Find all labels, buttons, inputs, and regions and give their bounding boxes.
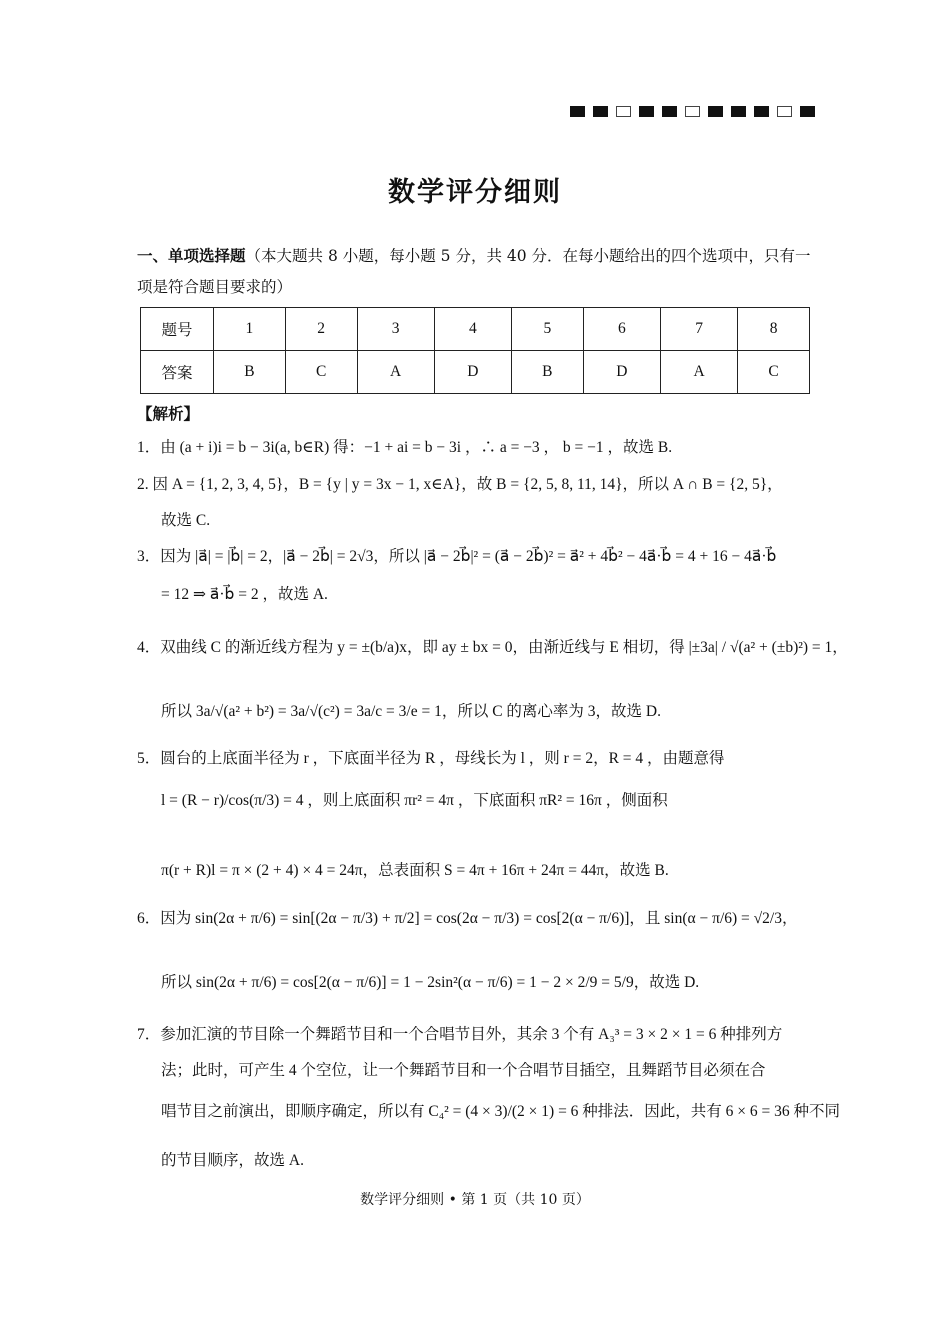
answer-cell: A	[357, 351, 434, 394]
solution-1: 1．由 (a + i)i = b − 3i(a, b∈R) 得：−1 + ai = b − 3i ，∴ a = −3 ， b = −1 ，故选 B.	[137, 439, 673, 456]
answer-cell: A	[660, 351, 737, 394]
filled-square-mark	[731, 106, 746, 117]
header-marks	[570, 106, 815, 117]
answer-cell: D	[583, 351, 660, 394]
filled-square-mark	[708, 106, 723, 117]
row-label-answer: 答案	[141, 351, 214, 394]
empty-square-mark	[777, 106, 792, 117]
solution-6-line-1: 6．因为 sin(2α + π/6) = sin[(2α − π/3) + π/2] = cos(2α − π/3) = cos[2(α − π/6)]，且 sin(α − π/6) = √2/3，	[137, 910, 798, 927]
solution-6-line-2: 所以 sin(2α + π/6) = cos[2(α − π/6)] = 1 − 2sin²(α − π/6) = 1 − 2 × 2/9 = 5/9，故选 D.	[161, 974, 700, 991]
question-number: 1	[214, 308, 286, 351]
answer-cell: B	[214, 351, 286, 394]
answer-cell: C	[738, 351, 810, 394]
question-number: 8	[738, 308, 810, 351]
solution-2-line-2: 故选 C.	[161, 512, 211, 529]
question-number: 5	[511, 308, 583, 351]
filled-square-mark	[662, 106, 677, 117]
section-name: 一、单项选择题	[137, 246, 246, 265]
solution-5-line-3: π(r + R)l = π × (2 + 4) × 4 = 24π，总表面积 S = 4π + 16π + 24π = 44π，故选 B.	[161, 862, 669, 879]
solution-7-line-1: 7．参加汇演的节目除一个舞蹈节目和一个合唱节目外，其余 3 个有 A₃³ = 3 × 2 × 1 = 6 种排列方	[137, 1026, 783, 1043]
answer-cell: D	[434, 351, 511, 394]
solution-7-line-3: 唱节目之前演出，即顺序确定，所以有 C₄² = (4 × 3)/(2 × 1) = 6 种排法．因此，共有 6 × 6 = 36 种不同	[161, 1103, 841, 1120]
section-heading	[137, 240, 819, 303]
empty-square-mark	[616, 106, 631, 117]
question-number: 3	[357, 308, 434, 351]
solution-3-line-2: = 12 ⇒ a⃗·b⃗ = 2 ，故选 A.	[161, 586, 328, 603]
page-footer: 数学评分细则 • 第 1 页（共 10 页）	[360, 1192, 590, 1208]
answer-cell: B	[511, 351, 583, 394]
filled-square-mark	[754, 106, 769, 117]
question-number: 2	[285, 308, 357, 351]
filled-square-mark	[593, 106, 608, 117]
solution-4-line-2: 所以 3a/√(a² + b²) = 3a/√(c²) = 3a/c = 3/e = 1，所以 C 的离心率为 3，故选 D.	[161, 703, 661, 720]
analysis-label: 【解析】	[137, 404, 200, 423]
filled-square-mark	[639, 106, 654, 117]
filled-square-mark	[800, 106, 815, 117]
solution-4-line-1: 4．双曲线 C 的渐近线方程为 y = ±(b/a)x，即 ay ± bx = 0，由渐近线与 E 相切，得 |±3a| / √(a² + (±b)²) = 1，	[137, 639, 848, 656]
solution-7-line-4: 的节目顺序，故选 A.	[161, 1152, 304, 1169]
section-description: （本大题共 8 小题，每小题 5 分，共 40 分．在每小题给出的四个选项中，只有一项是符合题目要求的）	[137, 247, 811, 296]
page-title: 数学评分细则	[388, 177, 562, 208]
empty-square-mark	[685, 106, 700, 117]
question-number: 7	[660, 308, 737, 351]
table-row	[141, 351, 810, 394]
question-number: 4	[434, 308, 511, 351]
solution-5-line-1: 5．圆台的上底面半径为 r ，下底面半径为 R ，母线长为 l ，则 r = 2，R = 4 ，由题意得	[137, 750, 725, 767]
solution-7-line-2: 法；此时，可产生 4 个空位，让一个舞蹈节目和一个合唱节目插空，且舞蹈节目必须在合	[161, 1062, 766, 1079]
filled-square-mark	[570, 106, 585, 117]
solution-3-line-1: 3．因为 |a⃗| = |b⃗| = 2，|a⃗ − 2b⃗| = 2√3，所以 |a⃗ − 2b⃗|² = (a⃗ − 2b⃗)² = a⃗² + 4b⃗² − 4a⃗·b⃗ = 4 + 16 − 4a⃗·b⃗	[137, 548, 777, 565]
solution-5-line-2: l = (R − r)/cos(π/3) = 4 ，则上底面积 πr² = 4π ，下底面积 πR² = 16π ，侧面积	[161, 792, 668, 809]
question-number: 6	[583, 308, 660, 351]
answer-table	[140, 307, 810, 394]
answer-cell: C	[285, 351, 357, 394]
row-label-number: 题号	[141, 308, 214, 351]
solution-2-line-1: 2. 因 A = {1, 2, 3, 4, 5}，B = {y | y = 3x − 1, x∈A}，故 B = {2, 5, 8, 11, 14}，所以 A ∩ B = {2, 5}，	[137, 476, 783, 493]
table-row	[141, 308, 810, 351]
